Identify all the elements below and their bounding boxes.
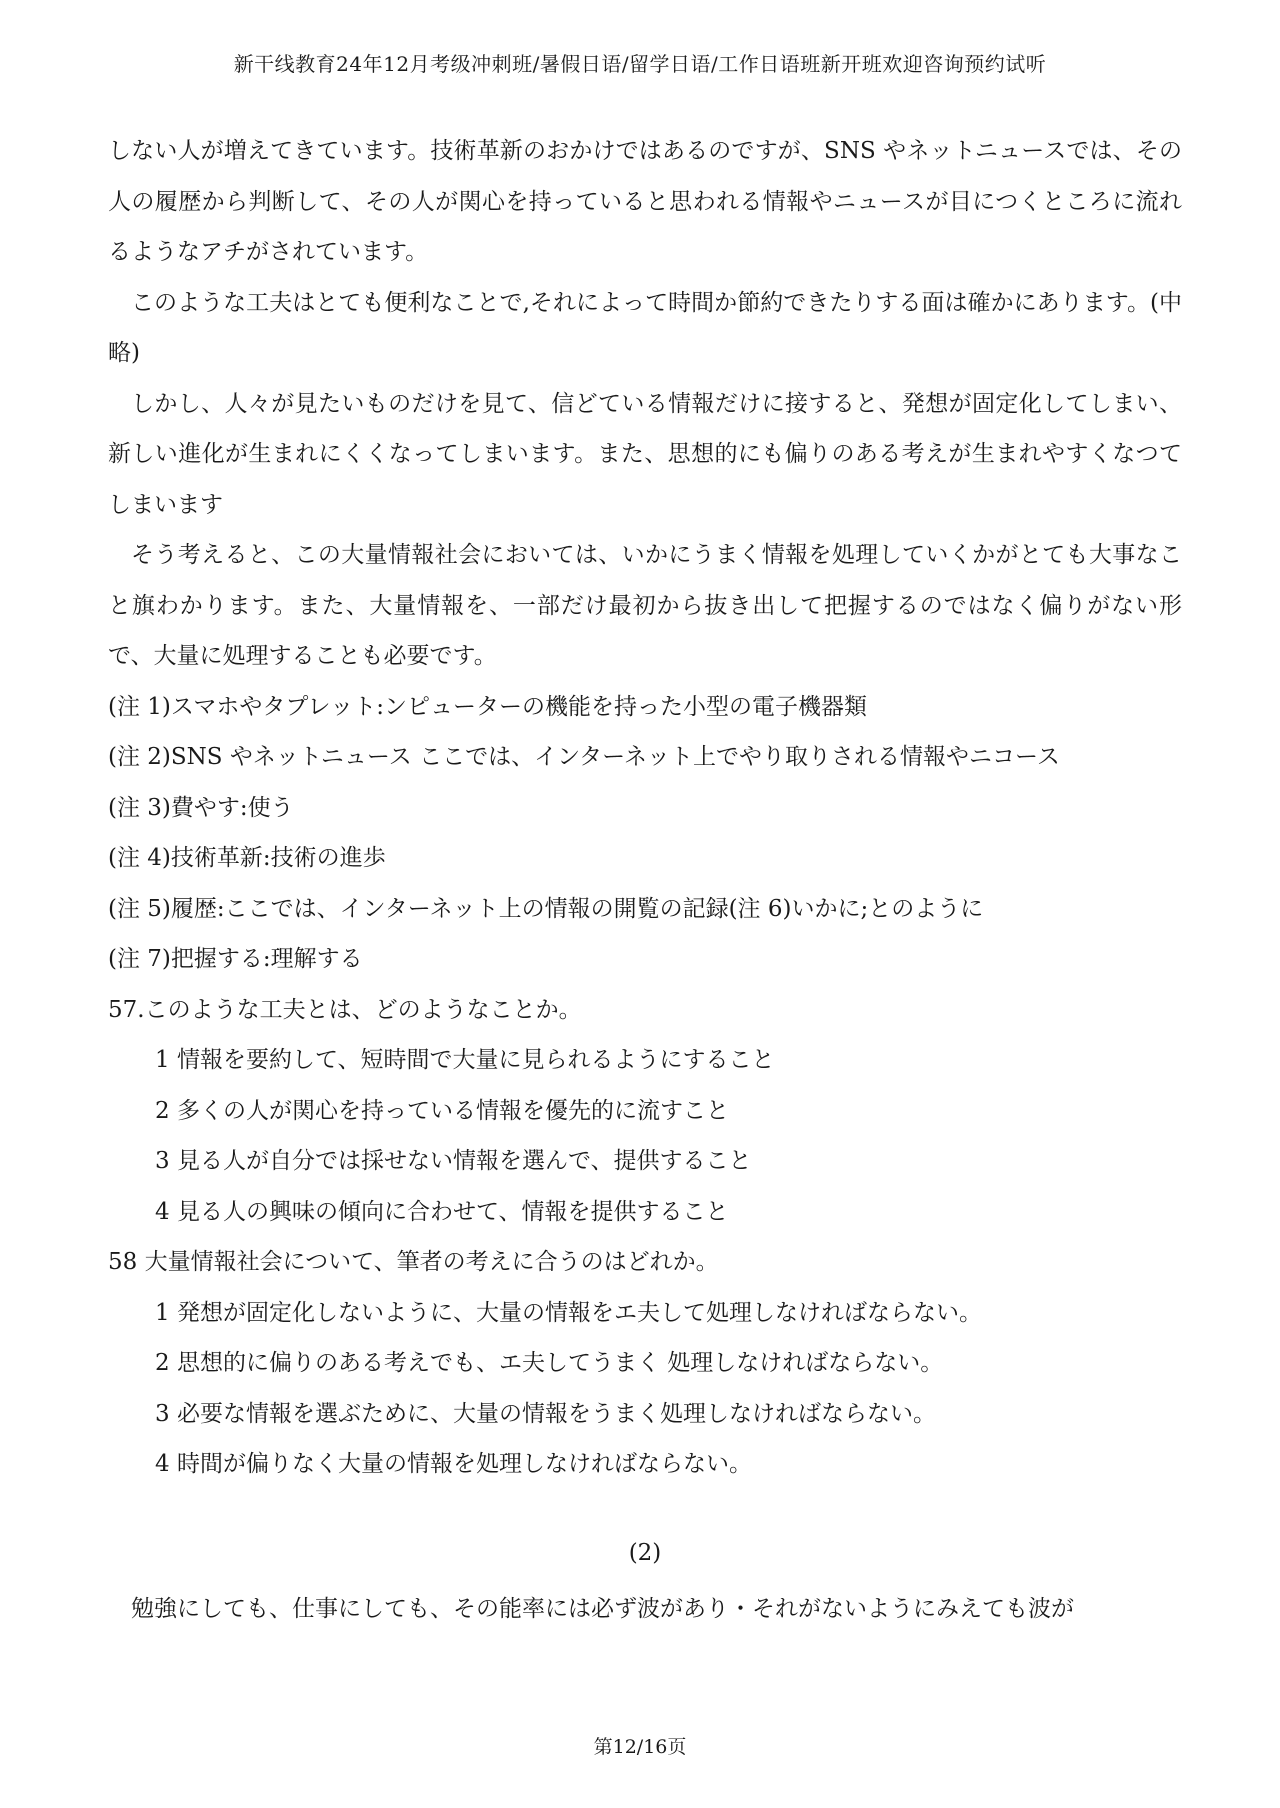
answer-option: 3 見る人が自分では採せない情報を選んで、提供すること <box>155 1148 752 1174</box>
answer-option: 1 発想が固定化しないように、大量の情報をエ夫して処理しなければならない。 <box>155 1299 982 1326</box>
note-7: (注 7)把握する:理解する <box>108 946 363 972</box>
question-stem: 57.このような工夫とは、どのようなことか。 <box>108 996 582 1023</box>
note-3: (注 3)費やす:使う <box>108 794 294 821</box>
page-header: 新干线教育24年12月考级冲刺班/暑假日语/留学日语/工作日语班新开班欢迎咨询预约试听 <box>233 52 1047 76</box>
note-1: (注 1)スマホやタプレット:ンピューターの機能を持った小型の電子機器類 <box>108 693 868 720</box>
note-5: (注 5)履歴:ここでは、インターネット上の情報の開覧の記録(注 6)いかに;とのように <box>108 895 984 922</box>
question-stem: 58 大量情報社会について、筆者の考えに合うのはどれか。 <box>108 1249 719 1275</box>
question-58 <box>108 1237 1182 1490</box>
passage-paragraph-3: しかし、人々が見たいものだけを見て、信どている情報だけに接すると、発想が固定化してしまい、新しい進化が生まれにくくなってしまいます。また、思想的にも偏りのある考えが生まれやすくなつてしまいます <box>108 390 1182 518</box>
passage-paragraph-1: しない人が増えてきています。技術革新のおかけではあるのですが、SNS やネットニュースでは、その人の履歴から判断して、その人が関心を持っていると思われる情報やニュースが目につくところに流れるようなアチがされています。 <box>108 138 1182 265</box>
passage-paragraph-2: このような工夫はとても便利なことで,それによって時間か節約できたりする面は確かにあります。(中略) <box>108 289 1182 366</box>
section-2-first-line: 勉強にしても、仕事にしても、その能率には必ず波があり・それがないようにみえても波が <box>131 1596 1074 1622</box>
answer-option: 1 情報を要約して、短時間で大量に見られるようにすること <box>155 1047 775 1073</box>
notes-list <box>108 682 1182 985</box>
answer-option: 2 多くの人が関心を持っている情報を優先的に流すこと <box>155 1097 729 1124</box>
answer-option: 4 見る人の興味の傾向に合わせて、情報を提供すること <box>155 1198 729 1225</box>
answer-option: 4 時間が偏りなく大量の情報を処理しなければならない。 <box>155 1451 752 1477</box>
document-body <box>108 126 1182 1635</box>
answer-option: 2 思想的に偏りのある考えでも、エ夫してうまく 処理しなければならない。 <box>155 1350 944 1376</box>
note-4: (注 4)技術革新:技術の進歩 <box>108 845 386 871</box>
section-marker: (2) <box>628 1539 662 1566</box>
page-number: 第12/16页 <box>593 1736 687 1758</box>
note-2: (注 2)SNS やネットニュース ここでは、インターネット上でやり取りされる情報やニコース <box>108 744 1060 770</box>
question-57 <box>108 985 1182 1238</box>
passage-paragraph-4: そう考えると、この大量情報社会においては、いかにうまく情報を処理していくかがとても大事なこと旗わかります。また、大量情報を、一部だけ最初から抜き出して把握するのではなく偏りがない形で、大量に処理することも必要です。 <box>108 542 1182 669</box>
answer-option: 3 必要な情報を選ぶために、大量の情報をうまく処理しなければならない。 <box>155 1400 936 1427</box>
